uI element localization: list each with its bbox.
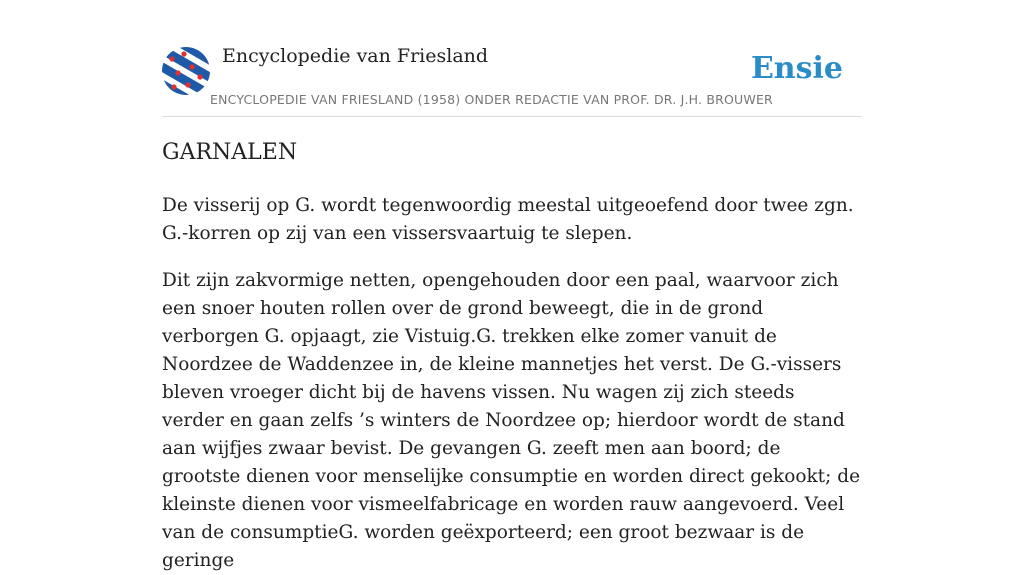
header bbox=[162, 0, 862, 117]
site-subtitle: ENCYCLOPEDIE VAN FRIESLAND (1958) ONDER REDACTIE VAN PROF. DR. J.H. BROUWER bbox=[210, 92, 773, 107]
site-title[interactable]: Encyclopedie van Friesland bbox=[222, 45, 489, 67]
article-title: GARNALEN bbox=[162, 140, 298, 165]
page bbox=[162, 0, 862, 571]
article-paragraph: De visserij op G. wordt tegenwoordig meestal uitgeoefend door twee zgn. G.-korren op zij van een vissersvaartuig te slepen. bbox=[162, 195, 854, 244]
brand-logo[interactable]: Ensie bbox=[750, 51, 843, 86]
frisian-flag-logo-icon[interactable] bbox=[162, 47, 210, 95]
article-paragraph: Dit zijn zakvormige netten, opengehouden door een paal, waarvoor zich een snoer houten rollen over de grond beweegt, die in de grond verborgen G. opjaagt, zie Vistuig.G. trekken elke zomer vanuit de Noordzee de Waddenzee in, de kleine mannetjes het verst. De G.-vissers bleven vroeger dicht bij de havens vissen. Nu wagen zij zich steeds verder en gaan zelfs ’s winters de Noordzee op; hierdoor wordt de stand aan wijfjes zwaar bevist. De gevangen G. zeeft men aan boord; de grootste dienen voor menselijke consumptie en worden direct gekookt; de kleinste dienen voor vismeelfabricage en worden rauw aangevoerd. Veel van de consumptieG. worden geëxporteerd; een groot bezwaar is de geringe bbox=[162, 270, 861, 571]
